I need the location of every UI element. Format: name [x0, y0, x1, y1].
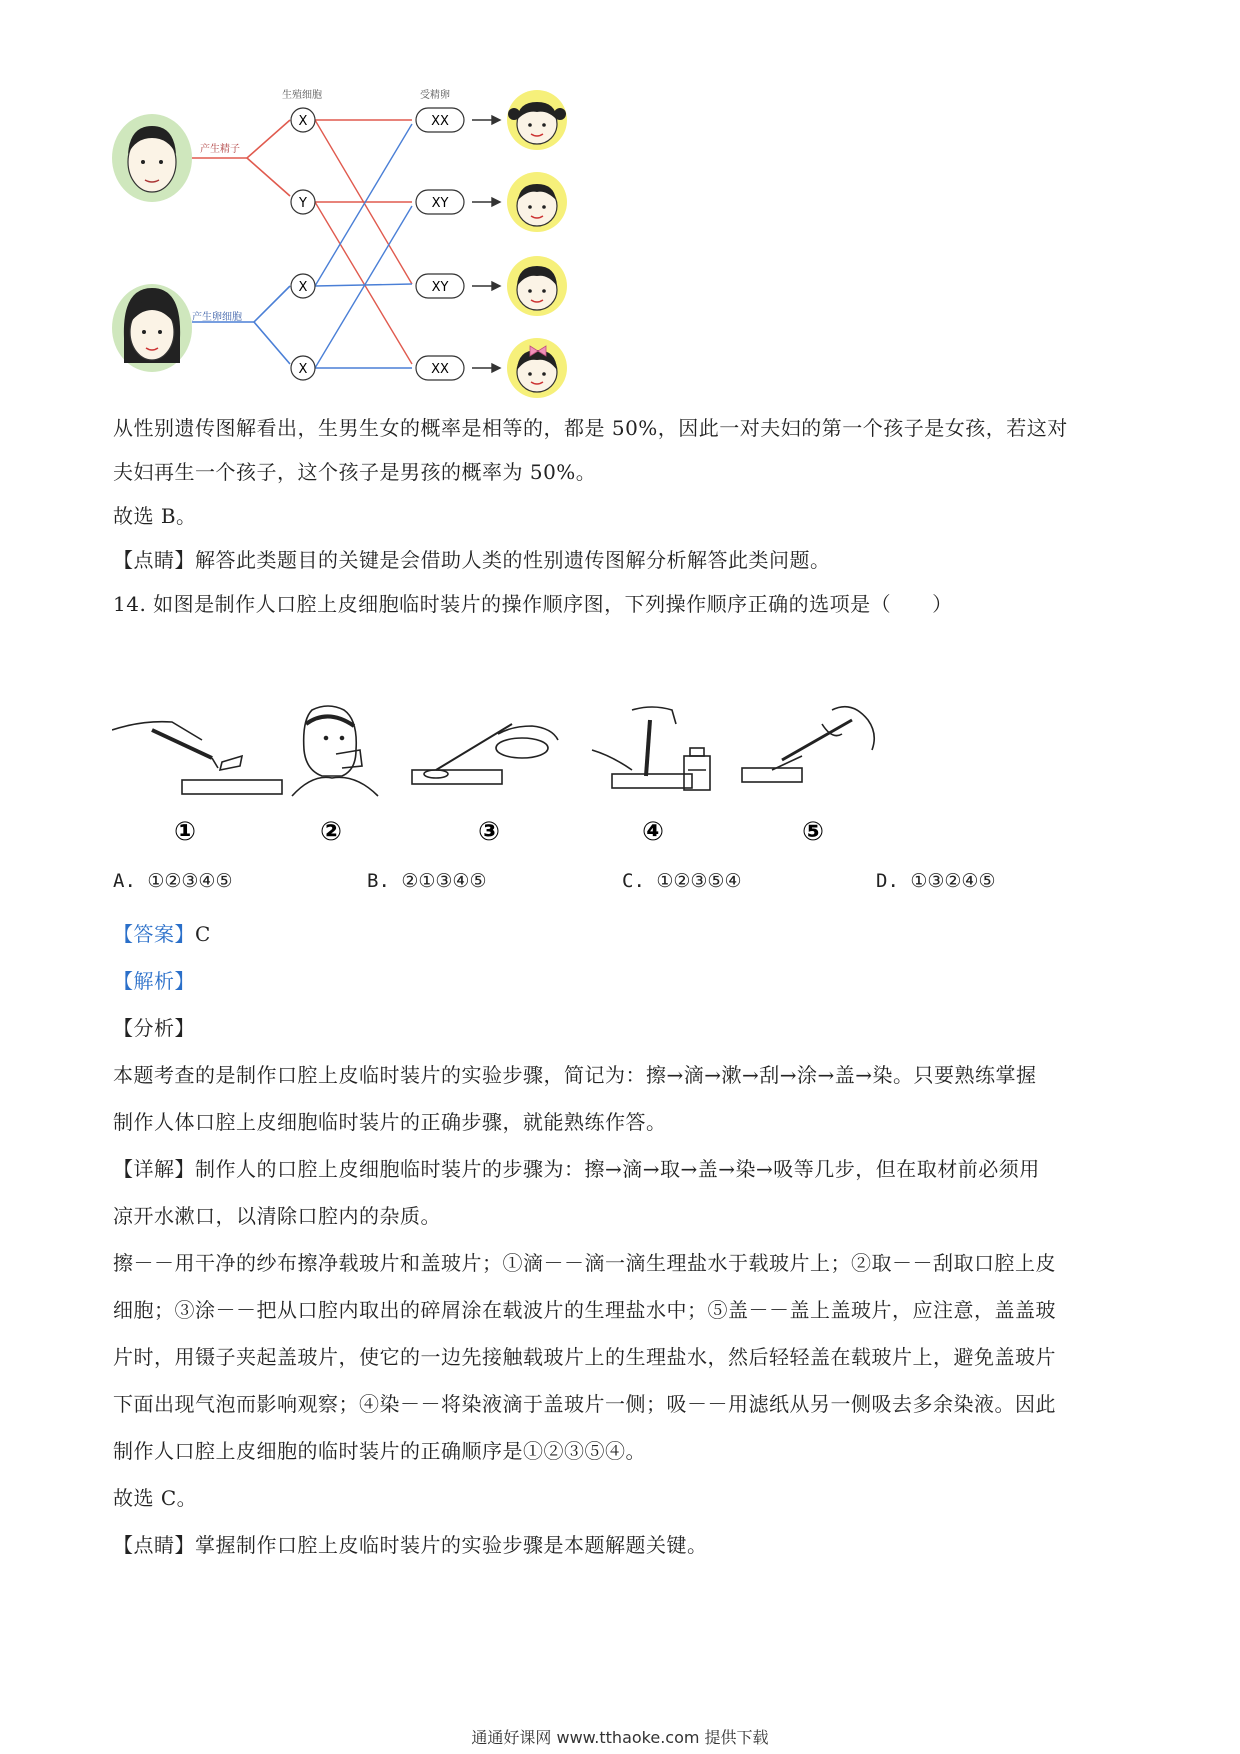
- zygote-3: [416, 274, 464, 298]
- fenxi-line2: 制作人体口腔上皮细胞临时装片的正确步骤，就能熟练作答。: [113, 1110, 667, 1134]
- para-probability-line1: 从性别遗传图解看出，生男生女的概率是相等的，都是 50%，因此一对夫妇的第一个孩子是女孩，若这对: [113, 416, 1068, 440]
- svg-text:X: X: [298, 362, 308, 377]
- final-choice: 故选 C。: [113, 1486, 198, 1510]
- step-1-illustration: [112, 722, 282, 794]
- svg-text:Y: Y: [299, 196, 307, 211]
- step-5-illustration: [742, 707, 874, 782]
- step-label-4: ④: [642, 817, 665, 847]
- detail-tag: 【详解】: [113, 1157, 195, 1181]
- step-label-1: ①: [174, 817, 197, 847]
- answer-line: [113, 910, 1133, 959]
- step-label-5: ⑤: [802, 817, 825, 847]
- footer-source: 通通好课网 www.tthaoke.com 提供下载: [471, 1728, 769, 1747]
- step-4-illustration: [592, 707, 710, 790]
- mother-caption: 产生卵细胞: [192, 312, 242, 323]
- svg-text:XX: XX: [431, 114, 449, 129]
- analysis-tag: 【解析】: [113, 969, 195, 993]
- svg-text:X: X: [298, 114, 308, 129]
- detail-line3: 擦－－用干净的纱布擦净载玻片和盖玻片；①滴－－滴一滴生理盐水于载玻片上；②取－－刮取口腔上皮: [113, 1251, 1056, 1275]
- dianjing-2-body: 掌握制作口腔上皮临时装片的实验步骤是本题解题关键。: [195, 1533, 708, 1557]
- option-a[interactable]: A. ①②③④⑤: [113, 870, 233, 892]
- svg-text:X: X: [298, 280, 308, 295]
- father-portrait: [112, 114, 192, 202]
- sex-inheritance-diagram: [112, 88, 657, 428]
- detail-line7: 制作人口腔上皮细胞的临时装片的正确顺序是①②③⑤④。: [113, 1439, 646, 1463]
- child-boy-1: [507, 172, 567, 232]
- sperm-x: [291, 108, 315, 132]
- zygote-1: [416, 108, 464, 132]
- egg-x-2: [291, 356, 315, 380]
- para-probability-line2: 夫妇再生一个孩子，这个孩子是男孩的概率为 50%。: [113, 460, 597, 484]
- step-3-illustration: [412, 724, 558, 784]
- dianjing-2-tag: 【点睛】: [113, 1533, 195, 1557]
- step-label-2: ②: [320, 817, 343, 847]
- child-girl-1: [507, 90, 567, 150]
- answer-value: C: [195, 922, 211, 946]
- detail-line2: 凉开水漱口，以清除口腔内的杂质。: [113, 1204, 441, 1228]
- detail-line6: 下面出现气泡而影响观察；④染－－将染液滴于盖玻片一侧；吸－－用滤纸从另一侧吸去多余染液。因此: [113, 1392, 1056, 1416]
- answer-tag: 【答案】: [113, 922, 195, 946]
- detail-line1: [113, 1145, 1133, 1194]
- step-label-3: ③: [478, 817, 501, 847]
- option-d[interactable]: D. ①③②④⑤: [876, 870, 996, 892]
- fenxi-line1: 本题考查的是制作口腔上皮临时装片的实验步骤，简记为：擦→滴→漱→刮→涂→盖→染。只要熟练掌握: [113, 1063, 1037, 1087]
- father-caption: 产生精子: [200, 144, 240, 155]
- mother-portrait: [112, 284, 192, 372]
- svg-text:XY: XY: [431, 280, 449, 295]
- detail-line4: 细胞；③涂－－把从口腔内取出的碎屑涂在载波片的生理盐水中；⑤盖－－盖上盖玻片，应注意，盖盖玻: [113, 1298, 1056, 1322]
- svg-text:XY: XY: [431, 196, 449, 211]
- procedure-steps-figure: [112, 700, 1002, 850]
- svg-text:XX: XX: [431, 362, 449, 377]
- question-14: 14. 如图是制作人口腔上皮细胞临时装片的操作顺序图，下列操作顺序正确的选项是（ ）: [113, 592, 953, 616]
- egg-x-1: [291, 274, 315, 298]
- para-choose-b: 故选 B。: [113, 504, 197, 528]
- detail-line1-body: 制作人的口腔上皮细胞临时装片的步骤为：擦→滴→取→盖→染→吸等几步，但在取材前必须用: [195, 1157, 1040, 1181]
- dianjing-2: [113, 1521, 1133, 1570]
- sperm-y: [291, 190, 315, 214]
- detail-line5: 片时，用镊子夹起盖玻片，使它的一边先接触载玻片上的生理盐水，然后轻轻盖在载玻片上，避免盖玻片: [113, 1345, 1056, 1369]
- option-c[interactable]: C. ①②③⑤④: [622, 870, 742, 892]
- dianjing-tag: 【点睛】: [113, 548, 195, 572]
- fenxi-tag: 【分析】: [113, 1016, 195, 1040]
- para-dianjing-1: [113, 536, 1133, 585]
- dianjing-body: 解答此类题目的关键是会借助人类的性别遗传图解分析解答此类问题。: [195, 548, 831, 572]
- step-2-illustration: [292, 706, 378, 796]
- child-girl-2: [507, 338, 567, 398]
- zygote-2: [416, 190, 464, 214]
- germ-cell-header: 生殖细胞: [282, 90, 322, 101]
- child-boy-2: [507, 256, 567, 316]
- zygote-header: 受精卵: [420, 90, 450, 101]
- option-b[interactable]: B. ②①③④⑤: [367, 870, 487, 892]
- zygote-4: [416, 356, 464, 380]
